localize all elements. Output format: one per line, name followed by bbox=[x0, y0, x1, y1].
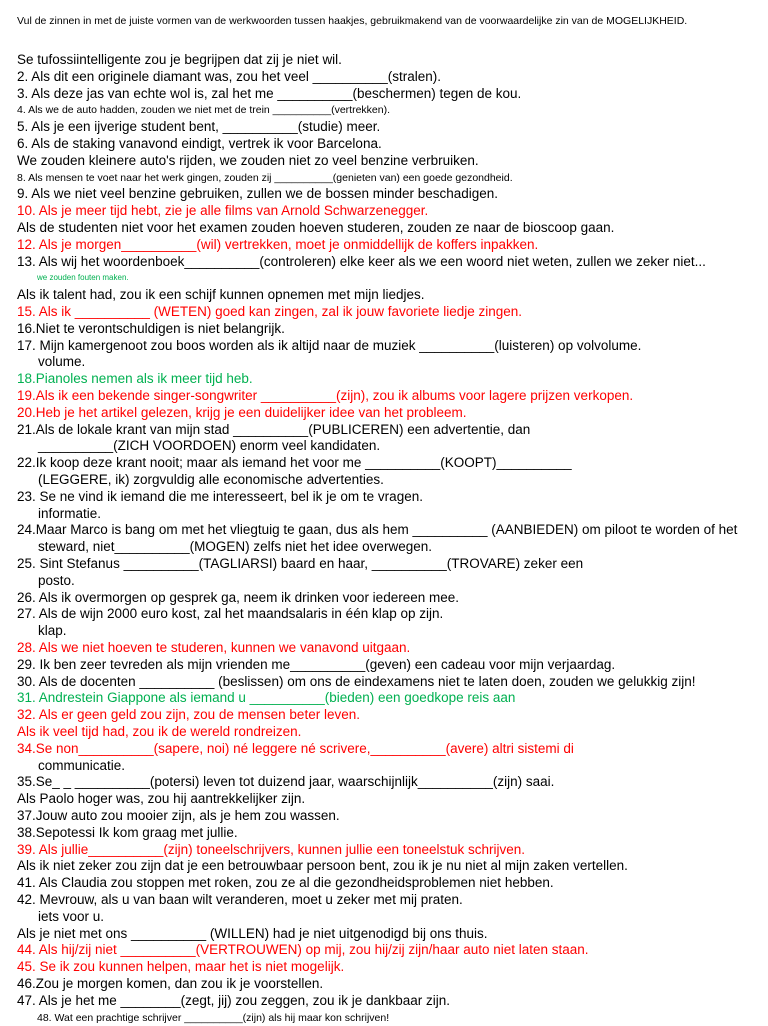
sentence-line: 29. Ik ben zeer tevreden als mijn vrienden me__________(geven) een cadeau voor mijn verjaardag. bbox=[17, 656, 616, 672]
sentence-line: 44. Als hij/zij niet __________(VERTROUWEN) op mij, zou hij/zij zijn/haar auto niet laten staan. bbox=[17, 942, 589, 958]
sentence-line: Se tufossiintelligente zou je begrijpen dat zij je niet wil. bbox=[17, 52, 342, 67]
sentence-line: 20.Heb je het artikel gelezen, krijg je een duidelijker idee van het probleem. bbox=[17, 404, 467, 420]
sentence-line: posto. bbox=[38, 572, 75, 588]
sentence-line: 10. Als je meer tijd hebt, zie je alle films van Arnold Schwarzenegger. bbox=[17, 203, 429, 219]
sentence-line: 19.Als ik een bekende singer-songwriter __________(zijn), zou ik albums voor lagere prijzen verkopen. bbox=[17, 388, 634, 403]
sentence-line: 9. Als we niet veel benzine gebruiken, zullen we de bossen minder beschadigen. bbox=[17, 186, 499, 202]
sentence-line: We zouden kleinere auto's rijden, we zouden niet zo veel benzine verbruiken. bbox=[17, 152, 479, 168]
sentence-line: 25. Sint Stefanus __________(TAGLIARSI) baard en haar, __________(TROVARE) zeker een bbox=[17, 556, 584, 571]
sentence-line: Als ik niet zeker zou zijn dat je een betrouwbaar persoon bent, zou ik je nu niet al mijn zaken vertellen. bbox=[17, 858, 628, 874]
sentence-line: 6. Als de staking vanavond eindigt, vertrek ik voor Barcelona. bbox=[17, 136, 382, 151]
sentence-line: 3. Als deze jas van echte wol is, zal het me __________(beschermen) tegen de kou. bbox=[17, 85, 522, 101]
sentence-line: 34.Se non__________(sapere, noi) né leggere né scrivere,__________(avere) altri sistemi di bbox=[17, 740, 574, 756]
sentence-line: Als je niet met ons __________ (WILLEN) had je niet uitgenodigd bij ons thuis. bbox=[17, 925, 488, 941]
sentence-line: 42. Mevrouw, als u van baan wilt veranderen, moet u zeker met mij praten. bbox=[17, 892, 463, 907]
sentence-line: 12. Als je morgen__________(wil) vertrekken, moet je onmiddellijk de koffers inpakken. bbox=[17, 236, 539, 252]
sentence-line: 8. Als mensen te voet naar het werk gingen, zouden zij __________(genieten van) een goede gezondheid. bbox=[17, 171, 513, 184]
sentence-line: (LEGGERE, ik) zorgvuldig alle economische advertenties. bbox=[38, 472, 384, 487]
sentence-line: 32. Als er geen geld zou zijn, zou de mensen beter leven. bbox=[17, 707, 360, 723]
sentence-line: 28. Als we niet hoeven te studeren, kunnen we vanavond uitgaan. bbox=[17, 640, 411, 655]
sentence-line: 13. Als wij het woordenboek__________(controleren) elke keer als we een woord niet weten, zullen we zeker niet... bbox=[17, 253, 706, 269]
sentence-line: Als ik veel tijd had, zou ik de wereld rondreizen. bbox=[17, 724, 302, 739]
sentence-line: informatie. bbox=[38, 505, 102, 521]
sentence-line: Als ik talent had, zou ik een schijf kunnen opnemen met mijn liedjes. bbox=[17, 287, 425, 303]
sentence-line: 35.Se_ _ __________(potersi) leven tot duizend jaar, waarschijnlijk__________(zijn) saai. bbox=[17, 774, 555, 790]
sentence-line: 30. Als de docenten __________ (beslissen) om ons de eindexamens niet te laten doen, zouden we gelukkig zijn! bbox=[17, 673, 696, 689]
sentence-line: 41. Als Claudia zou stoppen met roken, zou ze al die gezondheidsproblemen niet hebben. bbox=[17, 875, 554, 891]
sentence-line: Als Paolo hoger was, zou hij aantrekkelijker zijn. bbox=[17, 791, 306, 807]
instructions: Vul de zinnen in met de juiste vormen van de werkwoorden tussen haakjes, gebruikmakend van de voorwaardelijke zin van de MOGELIJKHEID. bbox=[17, 15, 688, 27]
sentence-line: 27. Als de wijn 2000 euro kost, zal het maandsalaris in één klap op zijn. bbox=[17, 606, 444, 622]
sentence-line: 47. Als je het me ________(zegt, jij) zou zeggen, zou ik je dankbaar zijn. bbox=[17, 992, 451, 1008]
sentence-line: steward, niet__________(MOGEN) zelfs niet het idee overwegen. bbox=[38, 539, 432, 555]
sentence-line: 18.Pianoles nemen als ik meer tijd heb. bbox=[17, 371, 253, 387]
sentence-line: Als de studenten niet voor het examen zouden hoeven studeren, zouden ze naar de bioscoop gaan. bbox=[17, 220, 615, 235]
sentence-line: klap. bbox=[38, 623, 67, 639]
sentence-line: communicatie. bbox=[38, 757, 126, 773]
sentence-line: 24.Maar Marco is bang om met het vliegtuig te gaan, dus als hem __________ (AANBIEDEN) om piloot te worden of het bbox=[17, 522, 738, 538]
sentence-line: 39. Als jullie__________(zijn) toneelschrijvers, kunnen jullie een toneelstuk schrijven. bbox=[17, 841, 526, 857]
sentence-line: 45. Se ik zou kunnen helpen, maar het is niet mogelijk. bbox=[17, 959, 345, 975]
sentence-line: __________(ZICH VOORDOEN) enorm veel kandidaten. bbox=[38, 438, 381, 454]
sentence-line: 5. Als je een ijverige student bent, __________(studie) meer. bbox=[17, 119, 381, 135]
sentence-line: 21.Als de lokale krant van mijn stad __________(PUBLICEREN) een advertentie, dan bbox=[17, 421, 531, 437]
sentence-line: 48. Wat een prachtige schrijver __________(zijn) als hij maar kon schrijven! bbox=[37, 1011, 390, 1024]
sentence-line: 23. Se ne vind ik iemand die me interesseert, bel ik je om te vragen. bbox=[17, 488, 423, 504]
sentence-line: 16.Niet te verontschuldigen is niet belangrijk. bbox=[17, 320, 285, 336]
sentence-line: 37.Jouw auto zou mooier zijn, als je hem zou wassen. bbox=[17, 808, 340, 823]
sentence-line: 46.Zou je morgen komen, dan zou ik je voorstellen. bbox=[17, 976, 324, 991]
sentence-line: we zouden fouten maken. bbox=[37, 273, 129, 283]
sentence-line: 17. Mijn kamergenoot zou boos worden als ik altijd naar de muziek __________(luisteren) op volvolume. bbox=[17, 337, 642, 353]
sentence-line: 15. Als ik __________ (WETEN) goed kan zingen, zal ik jouw favoriete liedje zingen. bbox=[17, 304, 523, 319]
sentence-line: 4. Als we de auto hadden, zouden we niet met de trein __________(vertrekken). bbox=[17, 104, 390, 117]
sentence-line: 38.Sepotessi Ik kom graag met jullie. bbox=[17, 824, 238, 840]
sentence-line: 31. Andrestein Giappone als iemand u __________(bieden) een goedkope reis aan bbox=[17, 690, 516, 706]
sentence-line: 2. Als dit een originele diamant was, zou het veel __________(stralen). bbox=[17, 68, 442, 84]
sentence-line: iets voor u. bbox=[38, 908, 105, 924]
sentence-line: volume. bbox=[38, 354, 86, 370]
sentence-line: 22.Ik koop deze krant nooit; maar als iemand het voor me __________(KOOPT)__________ bbox=[17, 455, 572, 471]
sentence-line: 26. Als ik overmorgen op gesprek ga, neem ik drinken voor iedereen mee. bbox=[17, 589, 459, 605]
